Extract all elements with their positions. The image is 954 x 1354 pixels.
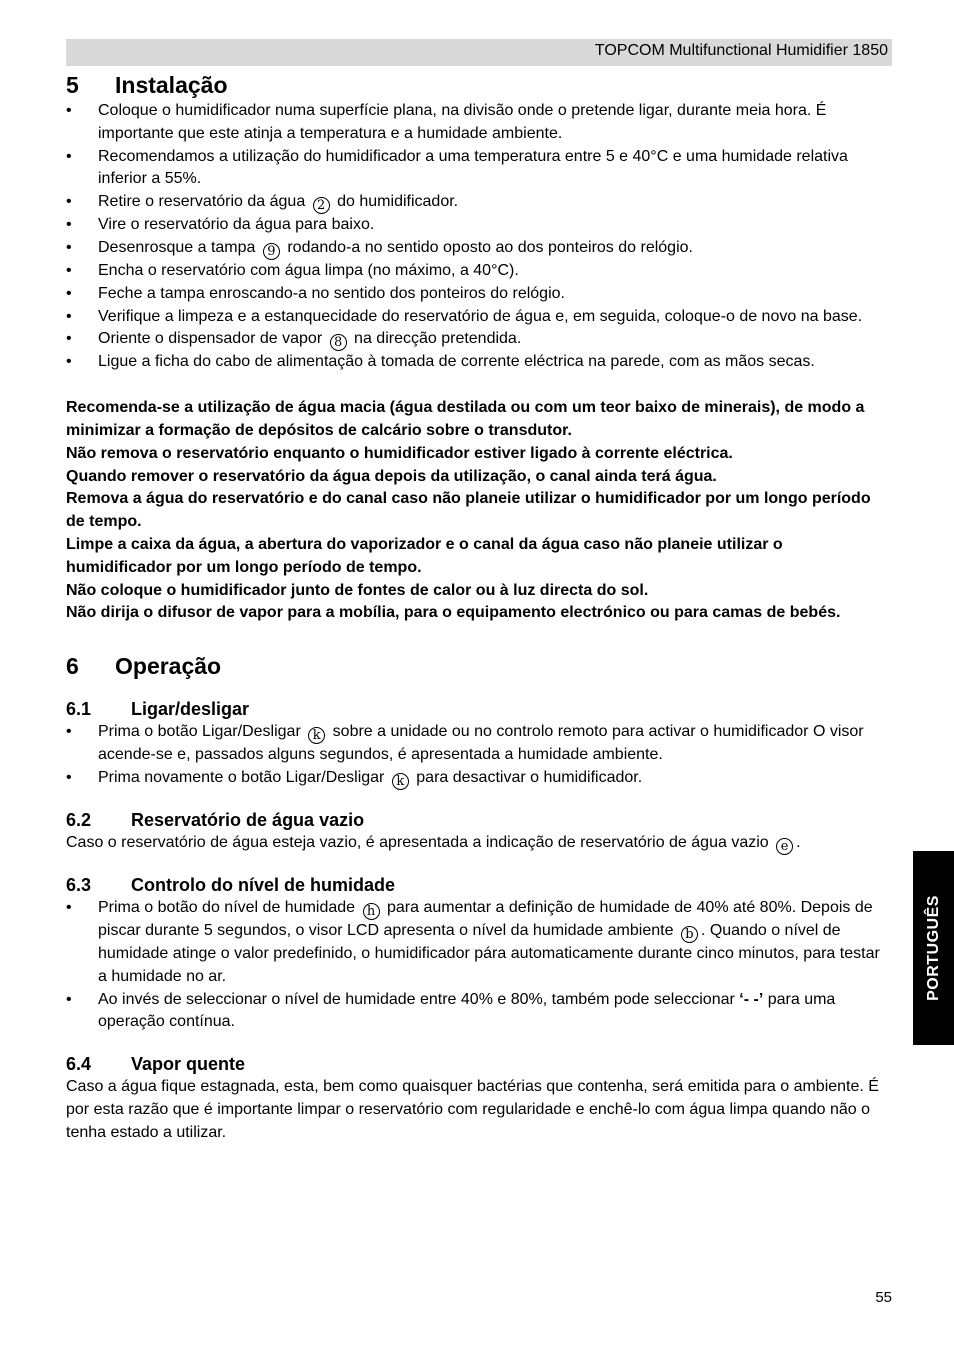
subsection-number: 6.3 xyxy=(66,874,92,895)
list-item xyxy=(66,989,892,1035)
list-item-text: Prima o botão do nível de humidade xyxy=(98,898,356,916)
warning-text: Remova a água do reservatório e do canal caso não planeie utilizar o humidificador por um longo período de tempo. xyxy=(66,490,871,531)
list-item-text: do humidificador. xyxy=(337,193,459,211)
subsection-title: Vapor quente xyxy=(131,1054,246,1075)
subsection-number: 6.1 xyxy=(66,699,92,720)
warning-text: Não remova o reservatório enquanto o humidificador estiver ligado à corrente eléctrica. xyxy=(66,444,733,462)
list-item-text: Feche a tampa enroscando-a no sentido dos ponteiros do relógio. xyxy=(98,284,565,302)
list-item xyxy=(66,100,892,146)
warning-text: Limpe a caixa da água, a abertura do vaporizador e o canal da água caso não planeie utilizar o humidificador por um longo período de tempo. xyxy=(66,535,783,576)
subsection-6-1-heading xyxy=(66,697,892,721)
subsection-title: Reservatório de água vazio xyxy=(131,809,365,830)
list-item-text: sobre a unidade ou no controlo remoto para activar o humidificador O visor acende-se e, passados alguns segundos, é apresentada a humidade ambiente. xyxy=(98,723,864,764)
warning-text: Quando remover o reservatório da água depois da utilização, o canal ainda terá água. xyxy=(66,467,717,485)
list-item xyxy=(66,283,892,306)
warnings-block xyxy=(66,397,892,625)
subsection-title: Controlo do nível de humidade xyxy=(131,874,396,895)
list-item-text: Recomendamos a utilização do humidificador a uma temperatura entre 5 e 40°C e uma humidade relativa inferior a 55%. xyxy=(98,147,848,188)
list-item xyxy=(66,146,892,192)
list-item-text: Verifique a limpeza e a estanquecidade do reservatório de água e, em seguida, coloque-o de novo na base. xyxy=(98,307,863,325)
warning-text: Não dirija o difusor de vapor para a mobília, para o equipamento electrónico ou para camas de bebés. xyxy=(66,604,841,622)
warning-text: Recomenda-se a utilização de água macia (água destilada ou com um teor baixo de minerais), de modo a minimizar a formação de depósitos de calcário sobre o transdutor. xyxy=(66,399,865,439)
power-steps xyxy=(66,721,892,790)
reference-marker: k xyxy=(308,727,325,744)
list-item xyxy=(66,260,892,283)
list-item-text: . Quando o nível de humidade atinge o valor predefinido, o humidificador pára automaticamente durante cinco minutos, para testar a humidade no ar. xyxy=(98,921,880,985)
humidity-steps xyxy=(66,897,892,1034)
subsection-number: 6.4 xyxy=(66,1054,92,1075)
list-item xyxy=(66,191,892,214)
section-6-heading xyxy=(66,651,892,681)
section-5-heading xyxy=(66,70,892,100)
list-item xyxy=(66,214,892,237)
page-content xyxy=(66,70,892,1145)
subsection-6-4-heading xyxy=(66,1052,892,1076)
paragraph-text: . xyxy=(796,833,801,851)
list-item-text: rodando-a no sentido oposto ao dos ponteiros do relógio. xyxy=(287,238,693,256)
list-item-text: Ligue a ficha do cabo de alimentação à tomada de corrente eléctrica na parede, com as mãos secas. xyxy=(98,353,815,371)
page-header xyxy=(66,39,892,66)
list-item-text: para uma operação contínua. xyxy=(98,990,836,1031)
section-title: Instalação xyxy=(115,72,228,98)
subsection-title: Ligar/desligar xyxy=(131,699,250,720)
list-item xyxy=(66,306,892,329)
list-item-text: na direcção pretendida. xyxy=(354,330,522,348)
list-item-text: para aumentar a definição de humidade de 40% até 80%. Depois de piscar durante 5 segundos, o visor LCD apresenta o nível da humidade ambiente xyxy=(98,898,873,939)
subsection-number: 6.2 xyxy=(66,809,92,830)
reference-marker: k xyxy=(392,773,409,790)
section-number: 6 xyxy=(66,653,79,680)
list-item-text: Oriente o dispensador de vapor xyxy=(98,330,323,348)
list-item xyxy=(66,897,892,989)
header-title: TOPCOM Multifunctional Humidifier 1850 xyxy=(594,42,888,59)
list-item-text: para desactivar o humidificador. xyxy=(416,768,643,786)
section-number: 5 xyxy=(66,72,79,98)
list-item-text: Desenrosque a tampa xyxy=(98,238,256,256)
section-title: Operação xyxy=(115,653,222,680)
subsection-6-3-heading xyxy=(66,873,892,897)
page-number: 55 xyxy=(875,1289,892,1306)
list-item xyxy=(66,721,892,767)
paragraph xyxy=(66,832,892,855)
paragraph: Caso a água fique estagnada, esta, bem como quaisquer bactérias que contenha, será emitida para o ambiente. É por esta razão que é importante limpar o reservatório com regularidade e enchê-lo com água limpa quando não o tenha estado a utilizar. xyxy=(66,1078,879,1141)
list-item-text: Coloque o humidificador numa superfície plana, na divisão onde o pretende ligar, durante meia hora. É importante que este atinja a temperatura e a humidade ambiente. xyxy=(98,102,827,142)
list-item-text: Prima o botão Ligar/Desligar xyxy=(98,723,301,741)
warning-text: Não coloque o humidificador junto de fontes de calor ou à luz directa do sol. xyxy=(66,581,649,599)
language-tab xyxy=(913,851,954,1045)
installation-steps xyxy=(66,100,892,374)
list-item-text: Ao invés de seleccionar o nível de humidade entre 40% e 80%, também pode seleccionar xyxy=(98,990,735,1008)
list-item-text: Encha o reservatório com água limpa (no máximo, a 40°C). xyxy=(98,261,519,279)
paragraph-text: Caso o reservatório de água esteja vazio, é apresentada a indicação de reservatório de água vazio xyxy=(66,833,769,851)
reference-marker: h xyxy=(363,903,380,920)
reference-marker: 9 xyxy=(263,243,280,260)
list-item-text: Prima novamente o botão Ligar/Desligar xyxy=(98,768,385,786)
list-item xyxy=(66,237,892,260)
continuous-symbol: ‘- -’ xyxy=(739,990,764,1008)
reference-marker: e xyxy=(776,838,793,855)
list-item-text: Vire o reservatório da água para baixo. xyxy=(98,216,375,234)
subsection-6-2-heading xyxy=(66,808,892,832)
language-tab-label: PORTUGUÊS xyxy=(924,895,942,1001)
reference-marker: 2 xyxy=(313,197,330,214)
list-item xyxy=(66,328,892,351)
list-item xyxy=(66,351,892,374)
list-item-text: Retire o reservatório da água xyxy=(98,193,306,211)
reference-marker: 8 xyxy=(330,334,347,351)
list-item xyxy=(66,767,892,790)
reference-marker: b xyxy=(681,926,698,943)
